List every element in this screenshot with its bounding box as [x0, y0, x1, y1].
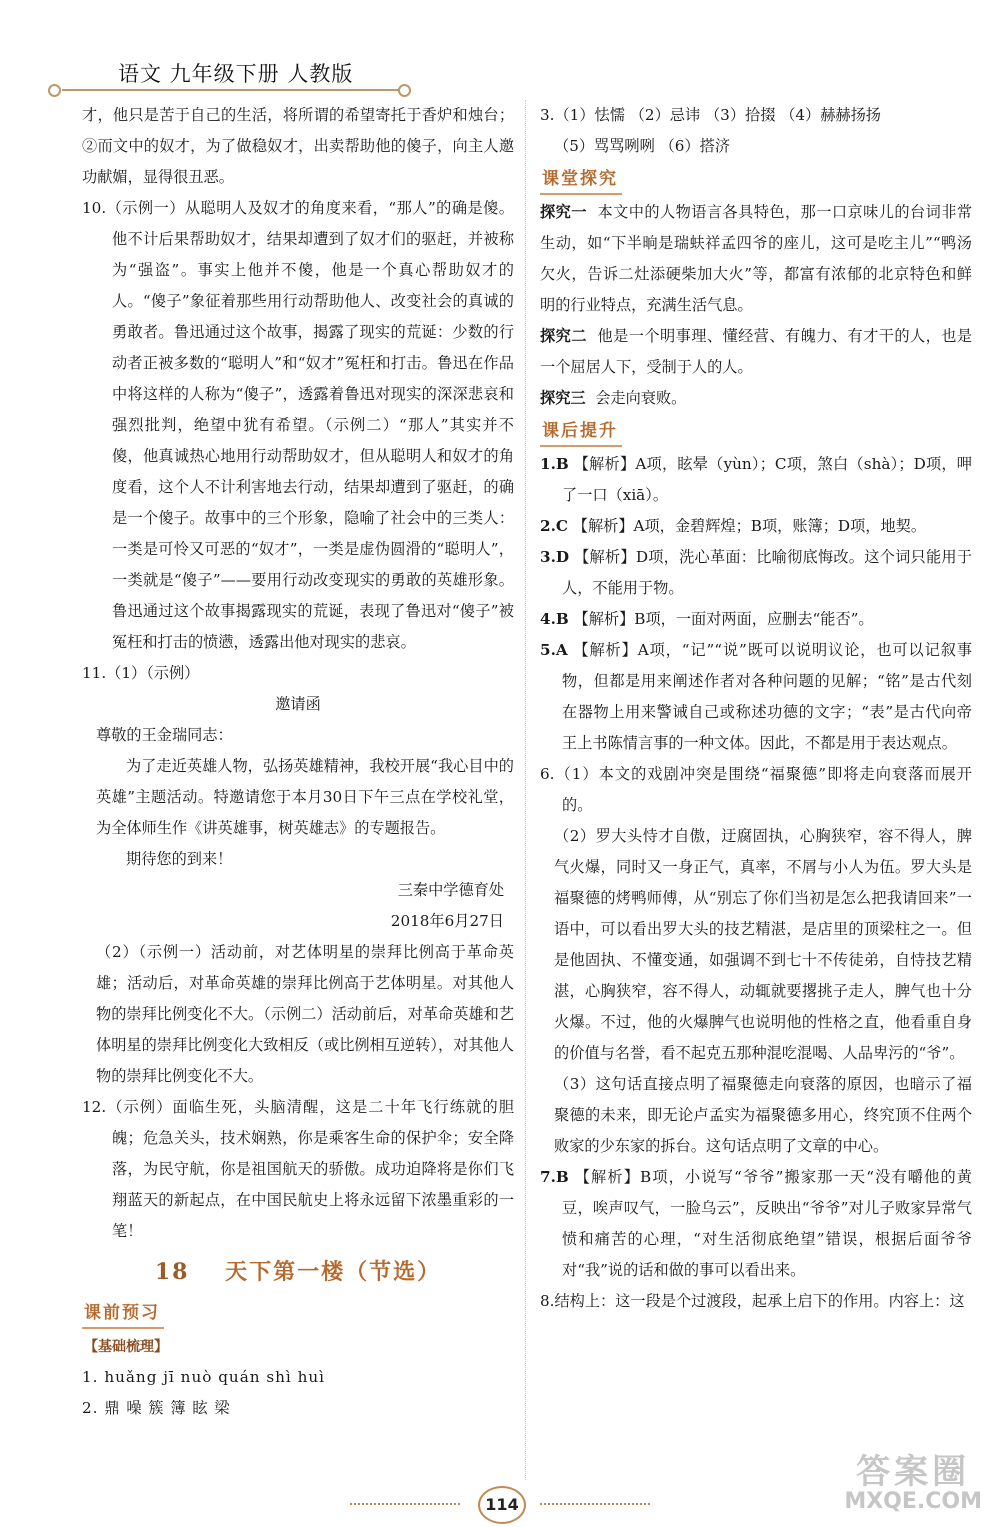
section-class: 课堂探究	[540, 165, 622, 195]
book-title: 语文 九年级下册 人教版	[118, 62, 354, 86]
answer-7-choice: 7.B	[540, 1168, 569, 1186]
left-column	[82, 100, 514, 1424]
explore-1-label: 探究一	[540, 203, 587, 221]
section-preview: 课前预习	[82, 1299, 164, 1329]
page-header	[0, 0, 1000, 100]
answer-4-choice: 4.B	[540, 610, 569, 628]
letter-title: 邀请函	[275, 695, 321, 713]
answer-7-text: 【解析】B项，小说写“爷爷”搬家那一天“没有嚼他的黄豆，唉声叹气，一脸乌云”，反映出“爷爷”对儿子败家异常气愤和痛苦的心理，“对生活彻底绝望”错误，根据后面爷爷对“我”说的话和做的事可以看出来。	[562, 1168, 972, 1279]
page-footer	[330, 1486, 670, 1522]
answer-11-head: 11.（1）（示例）	[82, 664, 200, 682]
watermark-text: 答案圈	[856, 1452, 971, 1492]
right-column	[540, 100, 972, 1317]
answer-4	[540, 604, 972, 635]
letter-body: 为了走近英雄人物，弘扬英雄精神，我校开展“我心目中的英雄”主题活动。特邀请您于本月30日下午三点在学校礼堂，为全体师生作《讲英雄事，树英雄志》的专题报告。	[96, 757, 514, 837]
explore-3-label: 探究三	[540, 389, 586, 407]
lesson-heading	[82, 1257, 514, 1288]
explore-1-text: 本文中的人物语言各具特色，那一口京味儿的台词非常生动，如“下半晌是瑞蚨祥孟四爷的座儿，这可是吃主儿”“鸭汤欠火，告诉二灶添硬柴加大火”等，都富有浓郁的北京特色和鲜明的行业特点，充满生活气息。	[540, 203, 973, 314]
letter-sender: 三秦中学德育处	[397, 881, 504, 899]
answer-2	[540, 511, 972, 542]
basic-1: 1. huǎng jī nuò quán shì huì	[82, 1368, 326, 1386]
footer-rule-right	[540, 1503, 650, 1505]
answer-12: 12.（示例）面临生死，头脑清醒，这是二十年飞行练就的胆魄；危急关头，技术娴熟，你是乘客生命的保护伞；安全降落，为民守航，你是祖国航天的骄傲。成功迫降将是你们飞翔蓝天的新起点，在中国民航史上将永远留下浓墨重彩的一笔！	[82, 1098, 514, 1240]
answer-3	[540, 542, 972, 604]
explore-1	[540, 197, 972, 321]
explore-2-text: 他是一个明事理、懂经营、有魄力、有才干的人，也是一个屈居人下，受制于人的人。	[540, 327, 973, 376]
footer-rule-left	[350, 1503, 460, 1505]
explore-3-text: 会走向衰败。	[595, 389, 687, 407]
lesson-number: 18	[154, 1259, 190, 1285]
answer-6-2: （2）罗大头恃才自傲，迂腐固执，心胸狭窄，容不得人，脾气火爆，同时又一身正气，真率，不屑与小人为伍。罗大头是福聚德的烤鸭师傅，从“别忘了你们当初是怎么把我请回来”一语中，可以看出罗大头的技艺精湛，是店里的顶梁柱之一。但是他固执、不懂变通，如强调不到七十不传徒弟，自恃技艺精湛，心胸狭窄，容不得人，动辄就要撂挑子走人，脾气也十分火爆。不过，他的火爆脾气也说明他的性格之直，他看重自身的价值与名誉，看不起克五那种混吃混喝、人品卑污的“爷”。	[554, 827, 972, 1062]
answer-6-3: （3）这句话直接点明了福聚德走向衰落的原因，也暗示了福聚德的未来，即无论卢孟实为福聚德多用心，终究顶不住两个败家的少东家的拆台。这句话点明了文章的中心。	[554, 1075, 972, 1155]
answer-4-text: 【解析】B项，一面对两面，应删去“能否”。	[573, 610, 874, 628]
answer-6-1: 6.（1）本文的戏剧冲突是围绕“福聚德”即将走向衰落而展开的。	[540, 765, 972, 814]
subsection-basic: 【基础梳理】	[84, 1339, 168, 1355]
letter-salutation: 尊敬的王金瑞同志：	[96, 726, 233, 744]
explore-3	[540, 383, 972, 414]
answer-7	[540, 1162, 972, 1286]
watermark-url: MXQE.COM	[844, 1489, 982, 1514]
basic-3a: 3.（1）怯懦 （2）忌讳 （3）拾掇 （4）赫赫扬扬	[540, 106, 881, 124]
answer-5-text: 【解析】A项，“记”“说”既可以说明议论，也可以记叙事物，但都是用来阐述作者对各种问题的见解；“铭”是古代刻在器物上用来警诫自己或称述功德的文字；“表”是古代向帝王上书陈情言事的一种文体。因此，不都是用于表达观点。	[562, 641, 973, 752]
answer-1-text: 【解析】A项，眩晕（yùn）；C项，煞白（shà）；D项，呷了一口（xiā）。	[562, 455, 972, 504]
column-divider	[525, 100, 526, 1480]
answer-10: 10.（示例一）从聪明人及奴才的角度来看，“那人”的确是傻。他不计后果帮助奴才，结果却遭到了奴才们的驱赶，并被称为“强盗”。事实上他并不傻，他是一个真心帮助奴才的人。“傻子”象征着那些用行动帮助他人、改变社会的真诚的勇敢者。鲁迅通过这个故事，揭露了现实的荒诞：少数的行动者正被多数的“聪明人”和“奴才”冤枉和打击。鲁迅在作品中将这样的人称为“傻子”，透露着鲁迅对现实的深深悲哀和强烈批判，绝望中犹有希望。（示例二）“那人”其实并不傻，他真诚热心地用行动帮助奴才，但从聪明人和奴才的角度看，这个人不计利害地去行动，结果却遭到了驱赶，的确是一个傻子。故事中的三个形象，隐喻了社会中的三类人：一类是可怜又可恶的“奴才”，一类是虚伪圆滑的“聪明人”，一类就是“傻子”——要用行动改变现实的勇敢的英雄形象。鲁迅通过这个故事揭露现实的荒诞，表现了鲁迅对“傻子”被冤枉和打击的愤懑，透露出他对现实的悲哀。	[82, 199, 514, 651]
lesson-title: 天下第一楼（节选）	[225, 1259, 442, 1285]
answer-2-choice: 2.C	[540, 517, 568, 535]
answer-3-choice: 3.D	[540, 548, 570, 566]
answer-11-2: （2）（示例一）活动前，对艺体明星的崇拜比例高于革命英雄；活动后，对革命英雄的崇拜比例高于艺体明星。对其他人物的崇拜比例变化不大。（示例二）活动前后，对革命英雄和艺体明星的崇拜比例变化大致相反（或比例相互逆转），对其他人物的崇拜比例变化不大。	[96, 943, 514, 1085]
answer-1-choice: 1.B	[540, 455, 569, 473]
basic-3b: （5）骂骂咧咧 （6）搭济	[554, 137, 731, 155]
explore-2-label: 探究二	[540, 327, 587, 345]
header-dot-left	[48, 84, 61, 97]
section-after: 课后提升	[540, 417, 622, 447]
header-dot-right	[398, 84, 411, 97]
answer-8: 8.结构上：这一段是个过渡段，起承上启下的作用。内容上：这	[540, 1292, 965, 1310]
answer-5	[540, 635, 972, 759]
answer-2-text: 【解析】A项，金碧辉煌；B项，账簿；D项，地契。	[572, 517, 927, 535]
explore-2	[540, 321, 972, 383]
watermark-logo	[844, 1452, 982, 1517]
answer-5-choice: 5.A	[540, 641, 568, 659]
page-number: 114	[478, 1486, 526, 1524]
letter-closing: 期待您的到来！	[126, 850, 233, 868]
letter-date: 2018年6月27日	[390, 912, 504, 930]
answer-3-text: 【解析】D项，洗心革面：比喻彻底悔改。这个词只能用于人，不能用于物。	[562, 548, 972, 597]
header-rule	[62, 89, 400, 91]
q9-continued: 才，他只是苦于自己的生活，将所谓的希望寄托于香炉和烛台；②而文中的奴才，为了做稳奴才，出卖帮助他的傻子，向主人邀功献媚，显得很丑恶。	[82, 106, 514, 186]
basic-2: 2. 鼎 噪 簇 簿 眩 梁	[82, 1399, 231, 1417]
answer-1	[540, 449, 972, 511]
